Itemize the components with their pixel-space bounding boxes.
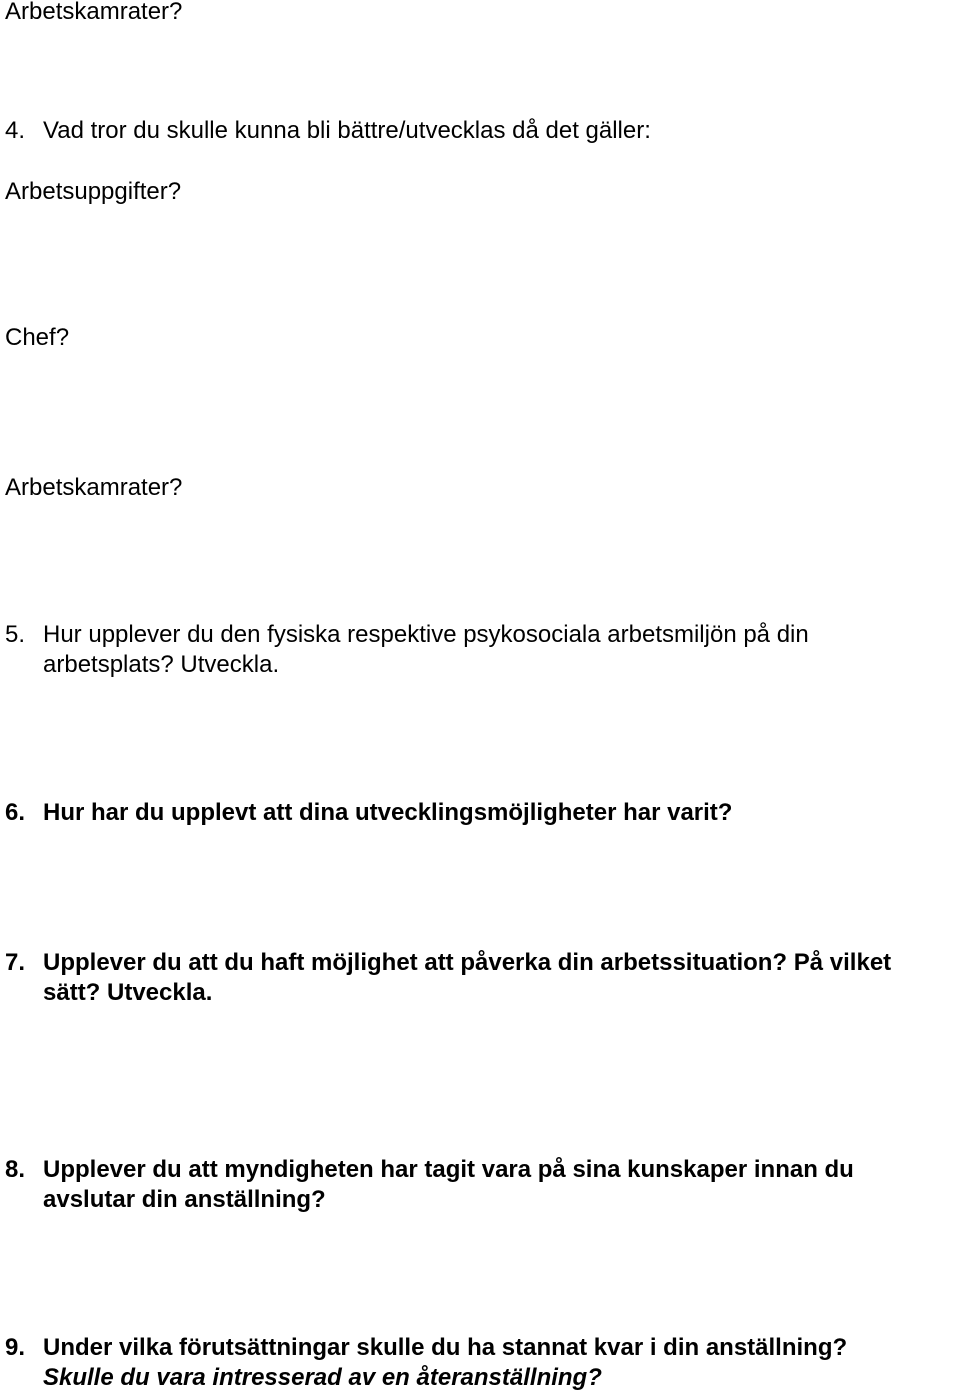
question-9-line-2: Skulle du vara intresserad av en återanställning? xyxy=(43,1364,602,1391)
question-4 xyxy=(5,116,955,146)
question-5-line-2: arbetsplats? Utveckla. xyxy=(43,651,280,678)
label-chef: Chef? xyxy=(5,324,70,351)
question-7-line-1: Upplever du att du haft möjlighet att påverka din arbetssituation? På vilket xyxy=(43,949,892,976)
label-arbetsuppgifter: Arbetsuppgifter? xyxy=(5,178,182,205)
question-7-number: 7. xyxy=(5,949,26,976)
question-5-line-1: Hur upplever du den fysiska respektive psykosociala arbetsmiljön på din xyxy=(43,621,809,648)
question-4-text: Vad tror du skulle kunna bli bättre/utvecklas då det gäller: xyxy=(43,117,651,144)
question-9-line-1: Under vilka förutsättningar skulle du ha stannat kvar i din anställning? xyxy=(43,1334,848,1361)
label-arbetskamrater-mid: Arbetskamrater? xyxy=(5,474,183,501)
question-6 xyxy=(5,798,955,828)
question-5 xyxy=(5,620,955,680)
question-6-text: Hur har du upplevt att dina utvecklingsmöjligheter har varit? xyxy=(43,799,733,826)
question-8-number: 8. xyxy=(5,1156,26,1183)
label-arbetskamrater-top: Arbetskamrater? xyxy=(5,0,183,25)
question-4-number: 4. xyxy=(5,117,26,144)
question-5-number: 5. xyxy=(5,621,26,648)
question-7-line-2: sätt? Utveckla. xyxy=(43,979,213,1006)
question-8-line-1: Upplever du att myndigheten har tagit vara på sina kunskaper innan du xyxy=(43,1156,854,1183)
question-6-number: 6. xyxy=(5,799,26,826)
question-8-line-2: avslutar din anställning? xyxy=(43,1186,326,1213)
question-7 xyxy=(5,948,955,1008)
question-9-number: 9. xyxy=(5,1334,26,1361)
question-8 xyxy=(5,1155,955,1215)
question-9 xyxy=(5,1333,955,1393)
